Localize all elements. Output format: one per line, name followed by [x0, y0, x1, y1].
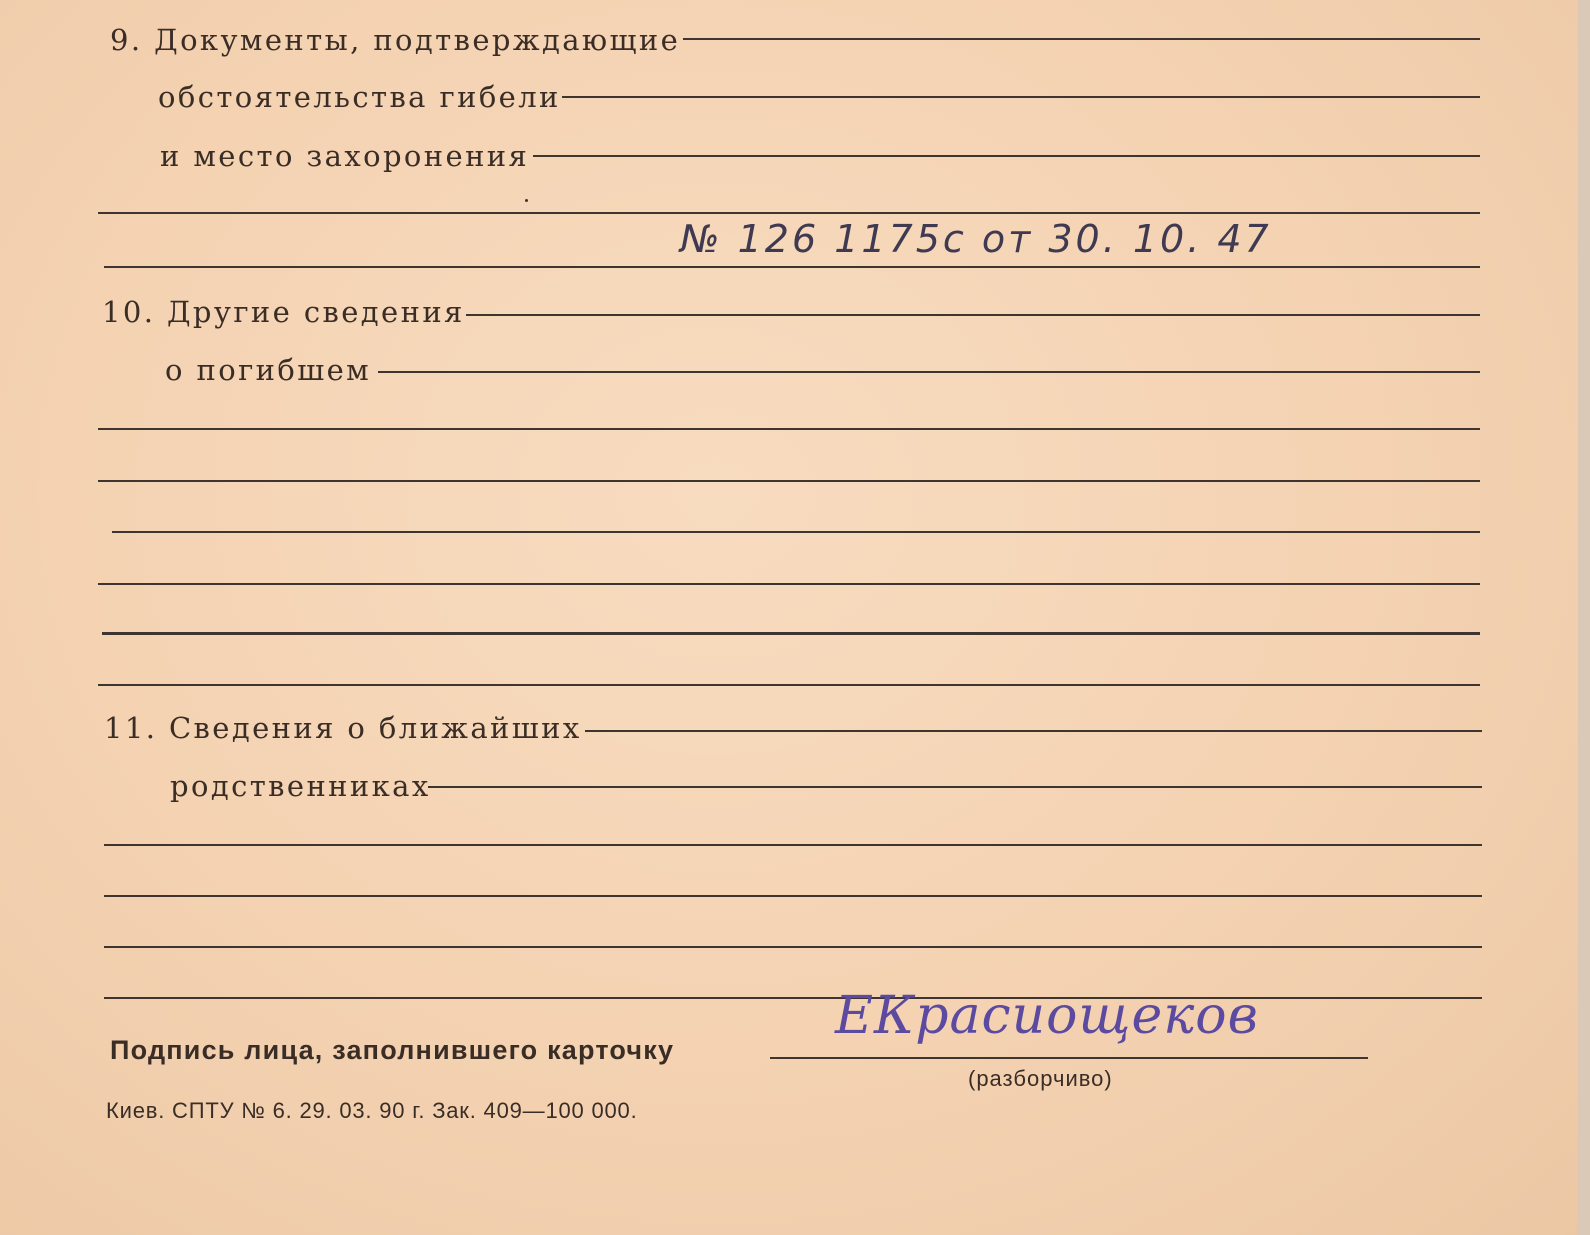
section-10-fill-line-8 [98, 684, 1480, 686]
signature-line [770, 1057, 1368, 1059]
section-11-fill-line-5 [104, 946, 1482, 948]
handwritten-reference: № 126 1175с от 30. 10. 47 [680, 217, 1272, 261]
handwritten-signature: ЕКрасиощеков [835, 986, 1259, 1046]
section-10-label-line1: 10. Другие сведения [102, 295, 465, 329]
signature-label: Подпись лица, заполнившего карточку [110, 1035, 675, 1065]
section-10-fill-line-1 [466, 314, 1480, 316]
printer-imprint: Киев. СПТУ № 6. 29. 03. 90 г. Зак. 409—100 000. [106, 1098, 638, 1123]
section-9-fill-line-4 [98, 212, 1480, 214]
section-9-fill-line-5 [104, 266, 1480, 268]
section-11-fill-line-4 [104, 895, 1482, 897]
section-9-label-line3: и место захоронения [160, 139, 530, 173]
section-11-label-line1: 11. Сведения о ближайших [104, 711, 582, 745]
section-11-fill-line-6 [104, 997, 1482, 999]
section-10-fill-line-2 [378, 371, 1480, 373]
section-11-fill-line-2 [428, 786, 1482, 788]
section-9-label-line2: обстоятельства гибели [158, 80, 561, 114]
signature-note: (разборчиво) [968, 1066, 1113, 1091]
section-9-fill-line-1 [683, 38, 1480, 40]
print-speck [525, 199, 528, 202]
section-9-fill-line-2 [562, 96, 1480, 98]
section-10-fill-line-4 [98, 480, 1480, 482]
card-edge [1578, 0, 1590, 1235]
section-10-fill-line-6 [98, 583, 1480, 585]
section-9-label-line1: 9. Документы, подтверждающие [110, 23, 681, 57]
section-10-fill-line-3 [98, 428, 1480, 430]
section-10-fill-line-5 [112, 531, 1480, 533]
section-9-fill-line-3 [533, 155, 1480, 157]
section-11-fill-line-3 [104, 844, 1482, 846]
section-10-fill-line-7 [102, 632, 1480, 635]
section-11-label-line2: родственниках [170, 769, 431, 803]
section-10-label-line2: о погибшем [165, 353, 372, 387]
section-11-fill-line-1 [585, 730, 1482, 732]
